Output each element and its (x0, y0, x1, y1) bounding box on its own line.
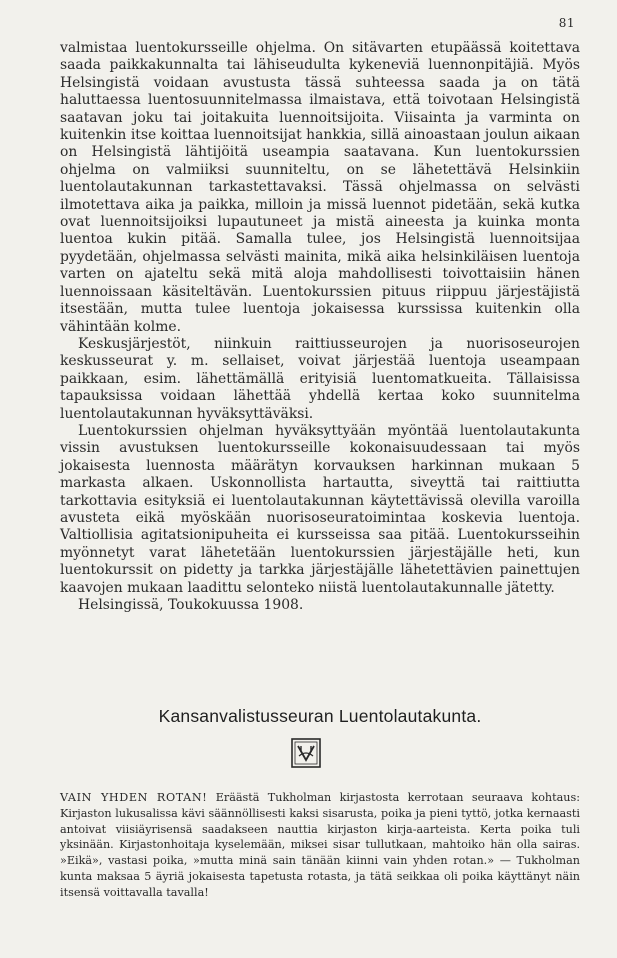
footer-anecdote (60, 790, 580, 901)
paragraph: valmistaa luentokursseille ohjelma. On sitävarten etupäässä koitettava saada paikkakunnalta tai lähiseudulta kykeneviä luennonpitäjiä. Myös Helsingistä voidaan avustusta tässä suhteessa saada ja on tätä haluttaessa luentosuunnitelmassa ilmaistava, että toivotaan Helsingistä saatavan joku tai joitakuita luennoitsijoita. Viisainta ja varminta on kuitenkin itse koittaa luennoitsijat hankkia, sillä ainoastaan joulun aikaan on Helsingistä lähtijöitä useampia saatavana. Kun luentokurssien ohjelma on valmiiksi suunniteltu, on se lähetettävä Helsinkiin luentolautakunnan tarkastettavaksi. Tässä ohjelmassa on selvästi ilmotettava aika ja paikka, milloin ja missä luennot pidetään, sekä kutka ovat luennoitsijoiksi lupautuneet ja mistä aineesta ja kuinka monta luentoa kukin pitää. Samalla tulee, jos Helsingistä luennoitsijaa pyydetään, ohjelmassa selvästi mainita, mikä aika helsinkiläisen luentoja varten on ajateltu sekä mitä aloja mahdollisesti toivottaisiin hänen luennoissaan käsiteltävän. Luentokurssien pituus riippuu järjestäjistä itsestään, mutta tulee luentoja jokaisessa kurssissa kuitenkin olla vähintään kolme. (60, 40, 580, 335)
paragraph: Luentokurssien ohjelman hyväksyttyään myöntää luentolautakunta vissin avustuksen luentokursseille kokonaisuudessaan tai myös jokaisesta luennosta määrätyn korvauksen harkinnan mukaan 5 markasta alkaen. Uskonnollista hartautta, siveyttä tai raittiutta tarkottavia esityksiä ei luentolautakunnan käytettävissä olevilla varoilla avusteta eikä myöskään nuorisoseuratoimintaa koskevia luentoja. Valtiollisia agitatsionipuheita ei kursseissa saa pitää. Luentokursseihin myönnetyt varat lähetetään luentokurssien järjestäjälle heti, kun luentokurssit on pidetty ja tarkka järjestäjälle lähetettävien painettujen kaavojen mukaan laadittu selonteko niistä luentolautakunnalle jätetty. (60, 422, 580, 596)
article-body (60, 40, 580, 614)
page-number: 81 (558, 16, 575, 30)
anecdote-title: VAIN YHDEN ROTAN! (60, 791, 208, 804)
organization-title: Kansanvalistusseuran Luentolautakunta. (158, 706, 482, 726)
paragraph: Keskusjärjestöt, niinkuin raittiusseurojen ja nuorisoseurojen keskusseurat y. m. sellaiset, voivat järjestää luentoja useampaan paikkaan, esim. lähettämällä erityisiä luentomatkueita. Tällaisissa tapauksissa voidaan lähettää yhdellä kertaa koko suunnitelma luentolautakunnan hyväksyttäväksi. (60, 335, 580, 422)
anecdote-text: Eräästä Tukholman kirjastosta kerrotaan seuraava kohtaus: Kirjaston lukusalissa kävi säännöllisesti kaksi sisarusta, poika ja pieni tyttö, jotka kernaasti antoivat viisiäyrisensä saadakseen nauttia kirjaston kirja-aarteista. Kerta poika tuli yksinään. Kirjastonhoitaja kyselemään, miksei sisar tullutkaan, mahtoiko hän olla sairas. »Eikä», vastasi poika, »mutta minä sain tänään kiinni vain yhden rotan.» — Tukholman kunta maksaa 5 äyriä jokaisesta tapetusta rotasta, ja tätä seikkaa oli poika käyttänyt näin itsensä voittavalla tavalla! (60, 791, 581, 899)
seal-logo-icon (291, 738, 321, 768)
signoff: Helsingissä, Toukokuussa 1908. (78, 597, 304, 613)
